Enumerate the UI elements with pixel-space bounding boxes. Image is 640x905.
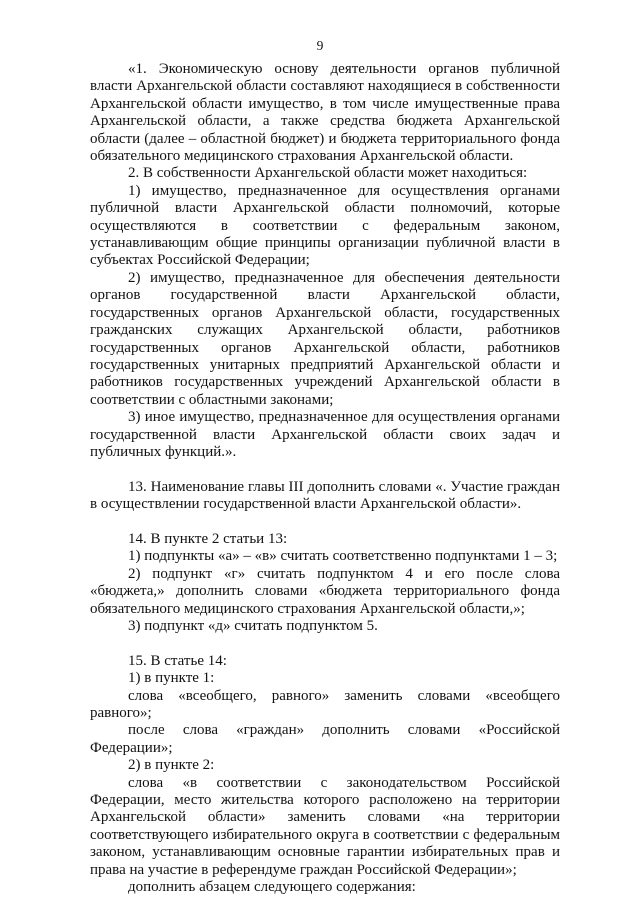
- paragraph: 1) подпункты «а» – «в» считать соответственно подпунктами 1 – 3;: [128, 548, 558, 565]
- paragraph: 2) в пункте 2:: [128, 757, 215, 774]
- paragraph-gap: [90, 635, 560, 652]
- paragraph: 3) подпункт «д» считать подпунктом 5.: [128, 617, 378, 634]
- paragraph: 2) подпункт «г» считать подпунктом 4 и его после слова «бюджета,» дополнить словами «бюджета территориального фонда обязательного медицинского страхования Архангельской области,»;: [90, 565, 560, 617]
- paragraph: 13. Наименование главы III дополнить словами «. Участие граждан в осуществлении государственной власти Архангельской области».: [90, 478, 560, 513]
- paragraph-gap: [90, 514, 560, 531]
- paragraph: 3) иное имущество, предназначенное для осуществления органами государственной власти Архангельской области своих задач и публичных функций.».: [90, 409, 560, 460]
- paragraph: дополнить абзацем следующего содержания:: [128, 879, 416, 896]
- document-body: [90, 61, 560, 896]
- page-number: 9: [316, 38, 324, 53]
- paragraph: «1. Экономическую основу деятельности органов публичной власти Архангельской области составляют находящиеся в собственности Архангельской области имущество, в том числе имущественные права Архангельской области, а также средства бюджета Архангельской области (далее – областной бюджет) и бюджета территориального фонда обязательного медицинского страхования Архангельской области.: [90, 61, 560, 165]
- paragraph: 1) в пункте 1:: [128, 670, 215, 687]
- paragraph: 2. В собственности Архангельской области может находиться:: [128, 165, 528, 182]
- paragraph: слова «всеобщего, равного» заменить словами «всеобщего равного»;: [90, 687, 560, 721]
- paragraph: 14. В пункте 2 статьи 13:: [128, 530, 288, 547]
- paragraph: 2) имущество, предназначенное для обеспечения деятельности органов государственной власти Архангельской области, государственных органов Архангельской области, государственных гражданских служащих Архангельской области, работников государственных органов Архангельской области, работников государственных унитарных предприятий Архангельской области и работников государственных учреждений Архангельской области в соответствии с областными законами;: [90, 269, 560, 408]
- paragraph-gap: [90, 461, 560, 478]
- paragraph: после слова «граждан» дополнить словами «Российской Федерации»;: [90, 722, 560, 756]
- paragraph: 15. В статье 14:: [128, 652, 227, 669]
- paragraph: слова «в соответствии с законодательством Российской Федерации, место жительства которого расположено на территории Архангельской области» заменить словами «на территории соответствующего избирательного округа в соответствии с федеральным законом, устанавливающим основные гарантии избирательных прав и права на участие в референдуме граждан Российской Федерации»;: [90, 774, 560, 878]
- paragraph: 1) имущество, предназначенное для осуществления органами публичной власти Архангельской области полномочий, которые осуществляются в соответствии с федеральным законом, устанавливающим общие принципы организации публичной власти в субъектах Российской Федерации;: [90, 182, 560, 269]
